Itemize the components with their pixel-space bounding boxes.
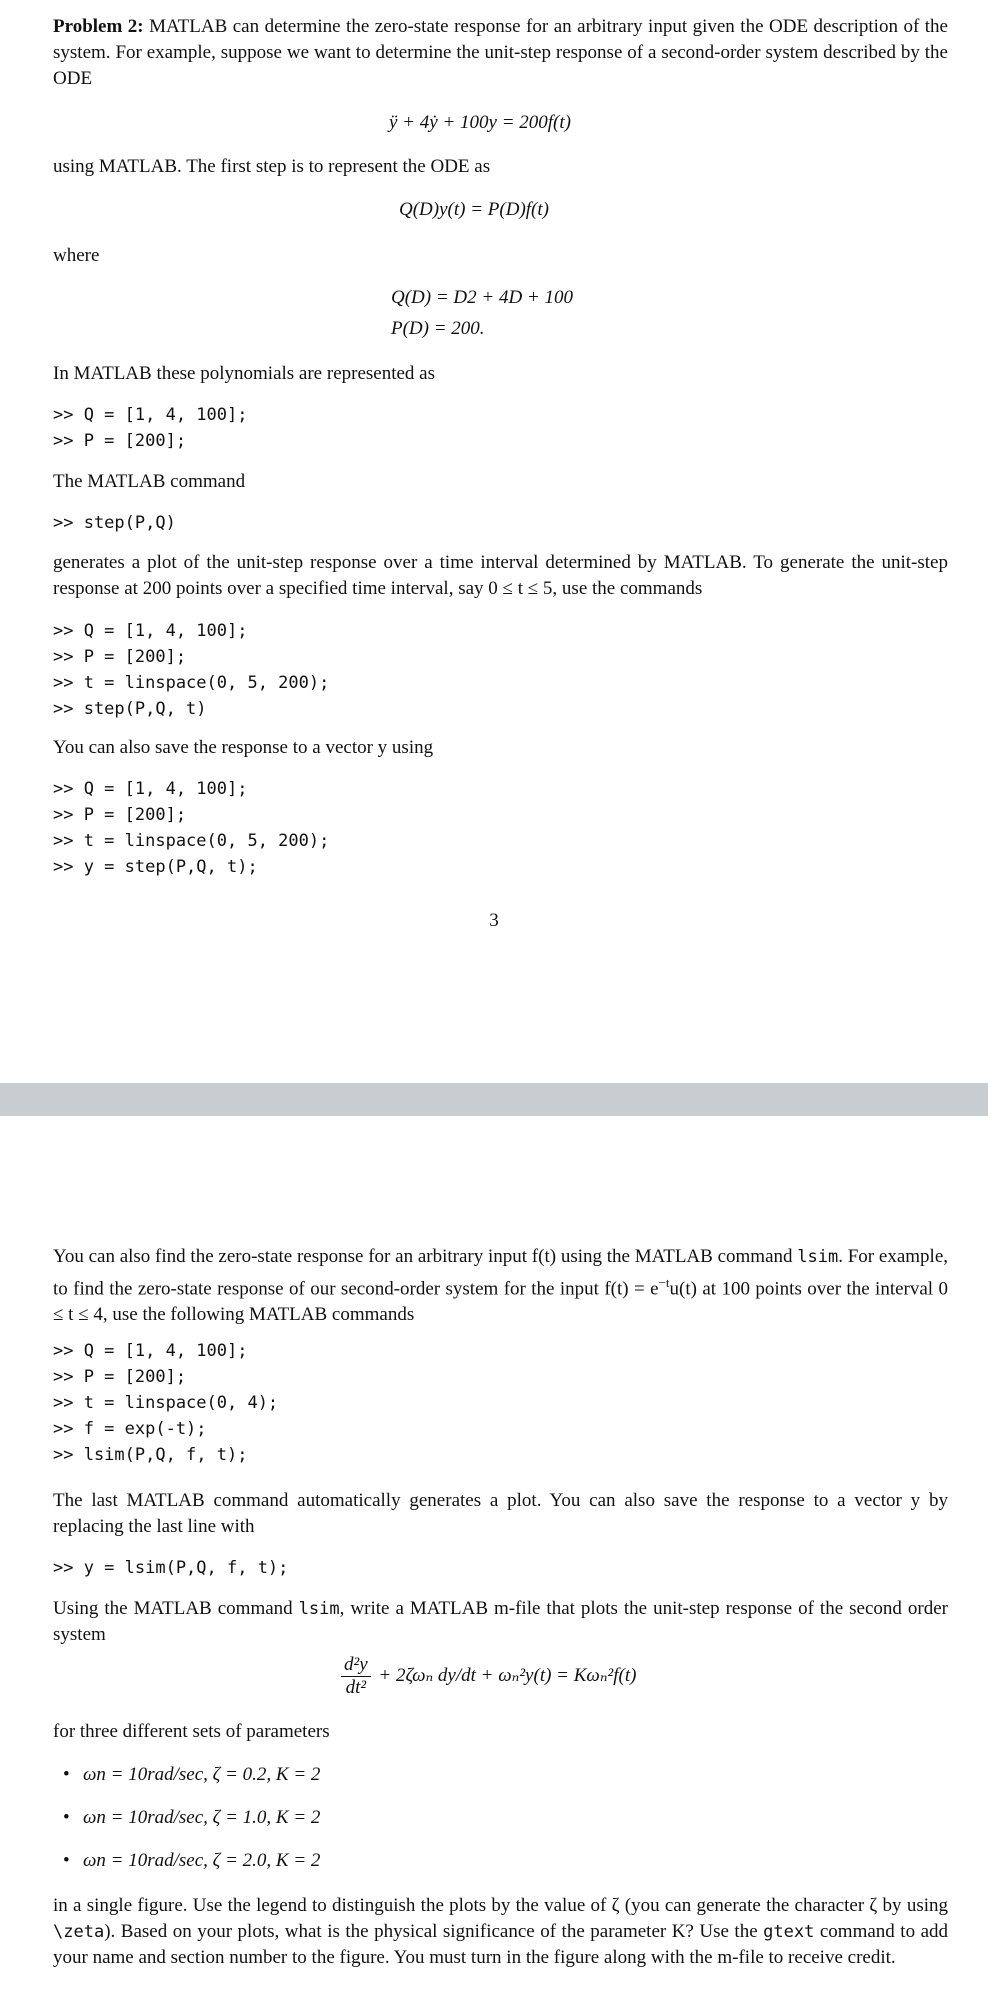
parameter-set-3: • ωn = 10rad/sec, ζ = 2.0, K = 2: [83, 1850, 320, 1872]
save-vector-text: You can also save the response to a vector y using: [53, 737, 434, 758]
lsim-intro: [53, 1244, 948, 1328]
task-text: [53, 1596, 948, 1648]
task-text-b: , write a MATLAB m-file that plots the unit-step response of the second order system: [53, 1598, 948, 1645]
code-block-lsim-save: >> y = lsim(P,Q, f, t);: [53, 1558, 289, 1578]
gtext-command: gtext: [763, 1922, 815, 1942]
lsim-intro-text-a: You can also find the zero-state response for an arbitrary input f(t) using the MATLAB command: [53, 1246, 793, 1267]
parameter-set-1: • ωn = 10rad/sec, ζ = 0.2, K = 2: [83, 1764, 320, 1786]
problem-intro: [53, 14, 948, 92]
final-text-b: ). Based on your plots, what is the physical significance of the parameter K? Use the: [104, 1921, 758, 1942]
system-equation-rest: + 2ζωₙ dy/dt + ωₙ²y(t) = Kωₙ²f(t): [378, 1664, 637, 1686]
code-block-polynomials: >> Q = [1, 4, 100]; >> P = [200];: [53, 405, 248, 451]
lsim-intro-text-c: u(t) at 100 points over the interval 0 ≤ t ≤ 4, use the following MATLAB commands: [53, 1278, 948, 1326]
last-command-text: The last MATLAB command automatically generates a plot. You can also save the response to a vector y by replacing the last line with: [53, 1490, 948, 1537]
lsim-exponent: −t: [658, 1275, 670, 1290]
document-page-2: [0, 1116, 988, 2010]
lsim-intro-text-b: . For example, to find the zero-state response of our second-order system for the input f(t) = e: [53, 1246, 948, 1300]
where-text: where: [53, 245, 100, 266]
q-definition: Q(D) = D2 + 4D + 100: [391, 287, 574, 308]
final-text-a: in a single figure. Use the legend to distinguish the plots by the value of ζ (you can generate the character ζ by using: [53, 1895, 948, 1916]
code-block-save-vector: >> Q = [1, 4, 100]; >> P = [200]; >> t = linspace(0, 5, 200); >> y = step(P,Q, t);: [53, 779, 330, 877]
final-text-c: command to add your name and section number to the figure. You must turn in the figure along with the m-file to receive credit.: [53, 1921, 949, 1968]
operator-equation: Q(D)y(t) = P(D)f(t): [399, 199, 549, 220]
problem-label: Problem 2:: [53, 16, 144, 37]
problem-intro-text: MATLAB can determine the zero-state response for an arbitrary input given the ODE description of the system. For example, suppose we want to determine the unit-step response of a second-order system described by the ODE: [53, 16, 948, 89]
page-separator: [0, 1083, 988, 1116]
d2y-fraction: $\frac{\text{d²y}}{\text{dt²}}$: [341, 1654, 371, 1699]
code-block-step-interval: >> Q = [1, 4, 100]; >> P = [200]; >> t = linspace(0, 5, 200); >> step(P,Q, t): [53, 621, 330, 719]
using-text: using MATLAB. The first step is to represent the ODE as: [53, 156, 491, 177]
params-intro-text: for three different sets of parameters: [53, 1721, 330, 1742]
code-block-lsim: >> Q = [1, 4, 100]; >> P = [200]; >> t = linspace(0, 4); >> f = exp(-t); >> lsim(P,Q, f, t);: [53, 1341, 279, 1465]
command-text: The MATLAB command: [53, 471, 246, 492]
polynomials-text: In MATLAB these polynomials are represented as: [53, 363, 436, 384]
final-instructions: [53, 1893, 948, 1971]
task-text-a: Using the MATLAB command: [53, 1598, 293, 1619]
generates-text: generates a plot of the unit-step response over a time interval determined by MATLAB. To generate the unit-step response at 200 points over a specified time interval, say 0 ≤ t ≤ 5, use the commands: [53, 552, 948, 599]
ode-equation: ÿ + 4ẏ + 100y = 200f(t): [389, 112, 571, 133]
page-number: 3: [489, 910, 499, 931]
task-lsim-word: lsim: [298, 1599, 340, 1619]
parameter-set-2: • ωn = 10rad/sec, ζ = 1.0, K = 2: [83, 1807, 320, 1829]
code-block-step: >> step(P,Q): [53, 513, 176, 533]
system-equation: [338, 1654, 636, 1699]
lsim-command-word: lsim: [797, 1247, 839, 1267]
zeta-command: \zeta: [53, 1922, 105, 1942]
p-definition: P(D) = 200.: [391, 318, 485, 339]
